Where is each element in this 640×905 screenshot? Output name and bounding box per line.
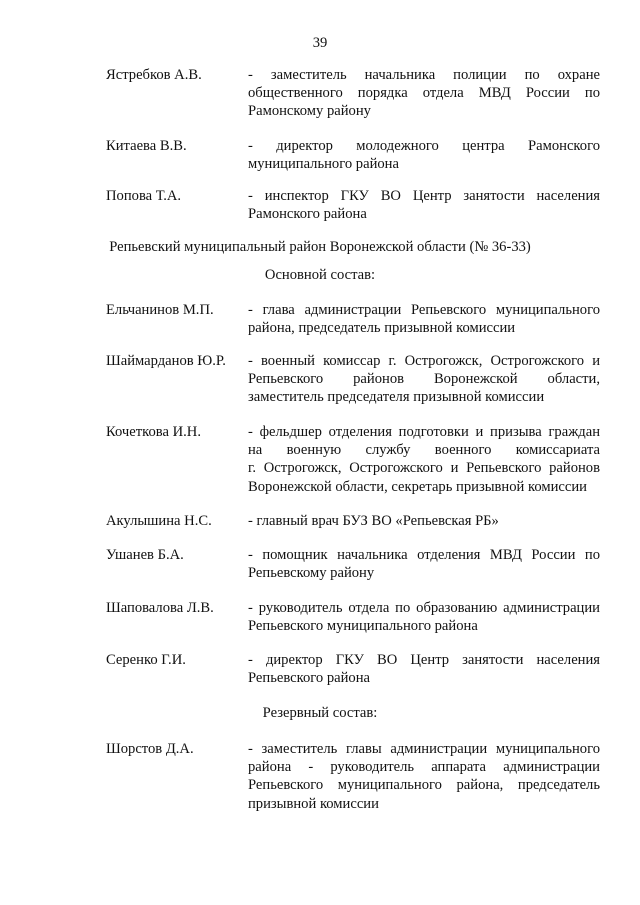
member-position — [248, 740, 600, 813]
member-name: Шаповалова Л.В. — [106, 600, 214, 616]
position-line: призывной комиссии — [248, 795, 379, 812]
position-line: - главный врач БУЗ ВО «Репьевская РБ» — [248, 513, 499, 529]
position-line: - инспектор ГКУ ВО Центр занятости населения — [248, 188, 600, 204]
position-line: - помощник начальника отделения МВД России по — [248, 547, 600, 563]
member-position — [248, 137, 600, 173]
position-line: муниципального района — [248, 156, 399, 173]
position-line: на военную службу военного комиссариата — [248, 442, 600, 459]
member-position — [248, 352, 600, 407]
position-line: - заместитель начальника полиции по охране — [248, 67, 600, 83]
position-line: Репьевского районов Воронежской области, — [248, 371, 600, 388]
member-name: Кочеткова И.Н. — [106, 424, 201, 440]
position-line: Репьевского муниципального района, председатель — [248, 777, 600, 794]
reserve-composition-heading: Резервный состав: — [262, 705, 378, 721]
position-line: района - руководитель аппарата администрации — [248, 759, 600, 776]
position-line: - фельдшер отделения подготовки и призыва граждан — [248, 424, 600, 440]
member-name: Попова Т.А. — [106, 188, 182, 204]
position-line: - директор молодежного центра Рамонского — [248, 138, 600, 154]
member-name: Шаймарданов Ю.Р. — [106, 353, 226, 369]
page-number: 39 — [312, 35, 328, 51]
member-position — [248, 423, 600, 496]
position-line: Воронежской области, секретарь призывной комиссии — [248, 478, 587, 495]
position-line: Рамонского района — [248, 206, 367, 223]
position-line: Репьевского района — [248, 670, 371, 687]
member-name: Ястребков А.В. — [106, 67, 202, 83]
member-position — [248, 651, 600, 687]
position-line: - руководитель отдела по образованию администрации — [248, 600, 600, 616]
member-position — [248, 301, 600, 337]
position-line: - глава администрации Репьевского муниципального — [248, 302, 600, 318]
position-line: - военный комиссар г. Острогожск, Острогожского и — [248, 353, 600, 369]
member-position — [248, 66, 600, 121]
position-line: общественного порядка отдела МВД России по — [248, 85, 600, 102]
member-name: Акулышина Н.С. — [106, 513, 212, 529]
member-position — [248, 512, 600, 530]
member-position — [248, 187, 600, 223]
member-name: Ельчанинов М.П. — [106, 302, 214, 318]
member-name: Шорстов Д.А. — [106, 741, 194, 757]
member-name: Ушанев Б.А. — [106, 547, 184, 563]
position-line: Рамонскому району — [248, 103, 371, 120]
position-line: заместитель председателя призывной комиссии — [248, 389, 545, 406]
member-name: Серенко Г.И. — [106, 652, 186, 668]
member-position — [248, 546, 600, 582]
position-line: Репьевскому району — [248, 565, 375, 582]
position-line: г. Острогожск, Острогожского и Репьевского районов — [248, 460, 600, 477]
member-position — [248, 599, 600, 635]
position-line: района, председатель призывной комиссии — [248, 320, 516, 337]
position-line: Репьевского муниципального района — [248, 618, 478, 635]
position-line: - директор ГКУ ВО Центр занятости населения — [248, 652, 600, 668]
position-line: - заместитель главы администрации муниципального — [248, 741, 600, 757]
district-title: Репьевский муниципальный район Воронежской области (№ 36-33) — [109, 239, 531, 255]
member-name: Китаева В.В. — [106, 138, 187, 154]
main-composition-heading: Основной состав: — [264, 267, 376, 283]
